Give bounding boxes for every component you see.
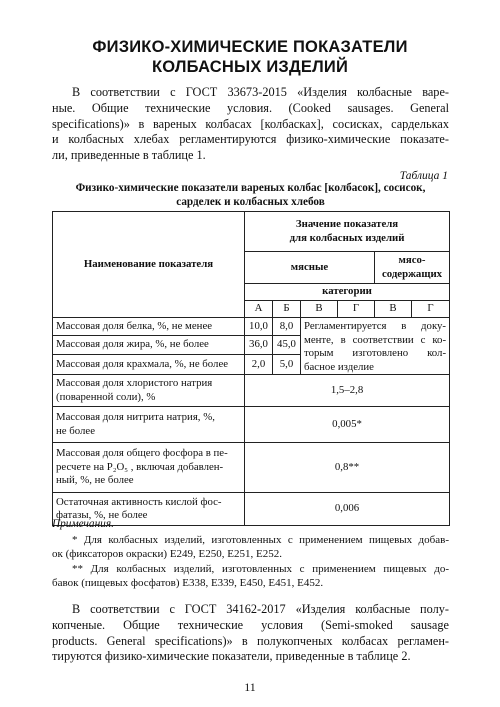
category-cell: В xyxy=(375,301,412,318)
notes-heading: Примечания. xyxy=(52,518,114,530)
table-caption xyxy=(52,181,449,209)
title-line-1: ФИЗИКО-ХИМИЧЕСКИЕ ПОКАЗАТЕЛИ xyxy=(92,38,408,56)
outro-line: В соответствии с ГОСТ 34162-2017 «Изделия колбасные полу- xyxy=(72,602,449,616)
page-number: 11 xyxy=(244,680,256,694)
intro-paragraph xyxy=(52,85,449,164)
row-name: Массовая доля белка, %, не менее xyxy=(53,318,245,336)
header-value: Значение показателя для колбасных изделий xyxy=(245,212,450,252)
category-cell: А xyxy=(245,301,273,318)
row-value-b: 5,0 xyxy=(273,354,301,374)
table-label: Таблица 1 xyxy=(399,170,448,182)
outro-line: копченые. Общие технические условия (Semi-smoked sausage xyxy=(52,617,449,632)
note-1: * Для колбасных изделий, изготовленных с применением пищевых добав- ок (фиксаторов окраски) Е249, Е250, Е251, Е252. xyxy=(52,534,449,560)
row-name: Массовая доля нитрита натрия, %, не более xyxy=(53,407,245,443)
category-cell: Б xyxy=(273,301,301,318)
table-caption-line-2: сарделек и колбасных хлебов xyxy=(176,196,325,208)
header-categories: категории xyxy=(245,284,450,301)
category-cell: Г xyxy=(412,301,450,318)
category-cell: В xyxy=(301,301,338,318)
merged-note-cell: Регламентируется в доку- менте, в соответствии с ко- торым изготовлено кол- басное изделие xyxy=(301,318,450,375)
outro-line: products. General specifications)» в полукопченых колбасах регламен- xyxy=(52,633,449,648)
header-group-meat-containing: мясо- содержащих xyxy=(375,252,450,284)
physicochemical-table xyxy=(52,211,450,526)
table-row xyxy=(53,443,450,493)
header-group-meat: мясные xyxy=(245,252,375,284)
table-caption-line-1: Физико-химические показатели вареных колбас [колбасок], сосисок, xyxy=(75,182,426,194)
outro-line: тируются физико-химические показатели, приведенные в таблице 2. xyxy=(52,649,411,664)
category-cell: Г xyxy=(338,301,375,318)
row-name: Массовая доля крахмала, %, не более xyxy=(53,354,245,374)
intro-line: specifications)» в вареных колбасах [колбасках], сосисках, сардельках xyxy=(52,116,449,131)
header-indicator-name: Наименование показателя xyxy=(53,212,245,318)
row-value-a: 10,0 xyxy=(245,318,273,336)
row-value-a: 2,0 xyxy=(245,354,273,374)
intro-line: и колбасных хлебах регламентируются физико-химические показате- xyxy=(52,132,449,147)
row-value: 0,8** xyxy=(245,443,450,493)
table-row xyxy=(53,375,450,407)
row-value-b: 8,0 xyxy=(273,318,301,336)
row-name: Массовая доля общего фосфора в пе- ресчете на P₂O₅ , включая добавлен- ный, %, не более xyxy=(53,443,245,493)
note-2: ** Для колбасных изделий, изготовленных с применением пищевых до- бавок (пищевых фосфатов) Е338, Е339, Е450, Е451, Е452. xyxy=(52,563,449,589)
row-value: 0,005* xyxy=(245,407,450,443)
title-line-2: КОЛБАСНЫХ ИЗДЕЛИЙ xyxy=(151,58,349,76)
row-name: Массовая доля жира, %, не более xyxy=(53,336,245,354)
row-value: 0,006 xyxy=(245,493,450,526)
table-row xyxy=(53,407,450,443)
intro-line: ные. Общие технические условия. (Cooked sausages. General xyxy=(52,100,449,115)
outro-paragraph xyxy=(52,602,449,665)
intro-line: ли, приведенные в таблице 1. xyxy=(52,148,206,163)
intro-line: В соответствии с ГОСТ 33673-2015 «Изделия колбасные варе- xyxy=(72,85,449,99)
row-value: 1,5–2,8 xyxy=(245,375,450,407)
row-value-a: 36,0 xyxy=(245,336,273,354)
row-name: Массовая доля хлористого натрия (поваренной соли), % xyxy=(53,375,245,407)
page-title xyxy=(40,37,460,77)
row-value-b: 45,0 xyxy=(273,336,301,354)
row-name: Остаточная активность кислой фос- фатазы, %, не более xyxy=(53,493,245,526)
table-row xyxy=(53,318,450,336)
